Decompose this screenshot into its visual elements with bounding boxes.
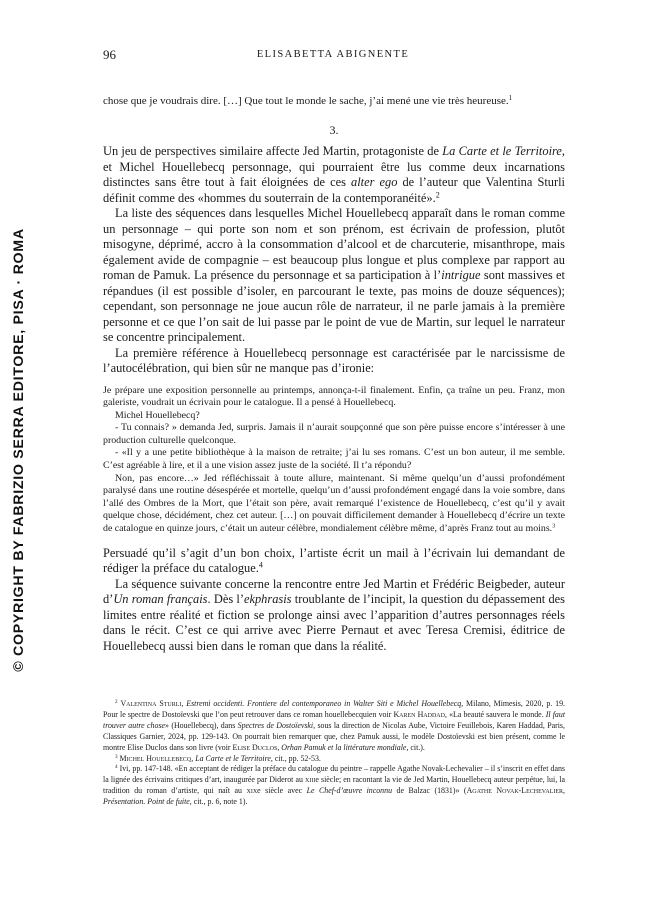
paragraph-5: La séquence suivante concerne la rencontre entre Jed Martin et Frédéric Beigbeder, auteur d’Un roman français. Dès l’ekphrasis troublante de l’incipit, la question du dépassement des limites entre réalité et fiction se prolonge ainsi avec l’apparition d’autres personnages réels dans le récit. C’est ce qui arrive avec Pierre Pernaut et avec Teresa Cremisi, éditrice de Houellebecq aussi bien dans le roman que dans la réalité. (103, 576, 565, 653)
footnote-ref: 3 (552, 522, 556, 530)
paragraph-2: La liste des séquences dans lesquelles Michel Houellebecq apparaît dans le roman comme un personnage – qui porte son nom et son prénom, est écrivain de profession, plutôt misogyne, déprimé, accro à la consommation d’alcool et de charcuterie, misanthrope, mais également avide de compagnie – est beaucoup plus longue et plus complexe par rapport au roman de Pamuk. La présence du personnage et sa participation à l’intrigue sont massives et répandues (il est possible d’isoler, en parcourant le texte, pas moins de douze séquences); cependant, son personnage ne joue aucun rôle de narrateur, il ne parle jamais à la première personne et ce que l’on sait de lui passe par le point de vue de Martin, sur lequel le narrateur se concentre principalement. (103, 206, 565, 344)
footnote-2: $^2$ Valentina Sturli, Estremi occidenti. Frontiere del contemporaneo in Walter Siti e Michel Houellebecq, Milano, Mimesis, 2020, p. 19. Pour le spectre de Dostoïevski que l’on peut retrouver dans ce roman houellebecquien voir Karen Haddad, «La beauté sauvera le monde. Il faut trouver autre chose» (Houellebecq), dans Spectres de Dostoïevski, sous la direction de Nicolas Aube, Victoire Feuillebois, Karen Haddad, Paris, Classiques Garnier, 2024, pp. 129-143. On pourrait bien remarquer que, chez Pamuk aussi, le modèle Dostoïevski est bien présent, comme le montre Elise Duclos dans son livre (voir Elise Duclos, Orhan Pamuk et la littérature mondiale, cit.). (103, 699, 566, 752)
quote-line: Non, pas encore…» Jed réfléchissait à toute allure, maintenant. Si même quelqu’un d’aussi profondément paralysé dans une routine désespérée et mortelle, quelqu’un d’aussi profondément engagé dans la voie sombre, dans l’allé des Ombres de la Mort, que l’était son père, avait remarqué l’existence de Houellebecq, c’est qu’il y avait quelque chose, décidément, chez cet auteur. […] on pouvait difficilement demander à Houellebecq d’écrire un texte de catalogue en quinze jours, c’était un auteur célèbre, mondialement célèbre même, d’après Franz tout au moins.$^3$ (103, 472, 565, 535)
quote-line: Je prépare une exposition personnelle au printemps, annonça-t-il finalement. Enfin, ça traîne un peu. Franz, mon galeriste, voudrait un écrivain pour le catalogue. Il a pensé à Houellebecq. (103, 384, 565, 409)
quote-line: - Tu connais? » demanda Jed, surpris. Jamais il n’aurait soupçonné que son père puisse encore s’intéresser à une production culturelle quelconque. (103, 422, 565, 446)
footnotes (103, 699, 565, 808)
footnote-ref: 2 (435, 190, 440, 200)
opening-line: chose que je voudrais dire. […] Que tout le monde le sache, j’ai mené une vie très heureuse.$^1$ (103, 94, 513, 107)
copyright-text: © COPYRIGHT BY FABRIZIO SERRA EDITORE, PISA · ROMA (11, 228, 27, 672)
footnote-ref: 1 (508, 94, 513, 103)
footnote-4: $^4$ Ivi, pp. 147-148. «En acceptant de rédiger la préface du catalogue du peintre – rappelle Agathe Novak-Lechevalier – il s’inscrit en effet dans la lignée des écrivains critiques d’art, inaugurée par Diderot au xiiie siècle; en racontant la vie de Jed Martin, Houellebecq auteur perpétue, lui, la tradition du roman d’artiste, qui naît au xixe siècle avec Le Chef-d’œuvre inconnu de Balzac (1831)» (Agathe Novak-Lechevalier, Présentation. Point de fuite, cit., p. 6, note 1). (103, 764, 566, 807)
running-head: ELISABETTA ABIGNENTE (256, 49, 410, 60)
paragraph-3: La première référence à Houellebecq personnage est caractérisée par le narcissisme de l’autocélébration, qui bien sûr ne manque pas d’ironie: (103, 345, 565, 375)
footnote-3: $^3$ Michel Houellebecq, La Carte et le Territoire, cit., pp. 52-53. (115, 753, 321, 763)
section-number: 3. (329, 123, 339, 137)
paragraph-4: Persuadé qu’il s’agit d’un bon choix, l’artiste écrit un mail à l’écrivain lui demandant de rédiger la préface du catalogue.$^4$ (103, 545, 565, 576)
main-text (103, 94, 565, 654)
footnote-ref: 4 (258, 560, 263, 570)
block-quote (103, 385, 565, 536)
quote-line: - «Il y a une petite bibliothèque à la maison de retraite; j’ai lu ses romans. C’est un bon auteur, il me semble. C’est agréable à lire, et il a une vision assez juste de la société. Il t’a répondu? (103, 447, 565, 472)
quote-line: Michel Houellebecq? (115, 409, 200, 421)
copyright-notice (8, 210, 30, 690)
page-number: 96 (103, 47, 116, 62)
paragraph-1: Un jeu de perspectives similaire affecte Jed Martin, protagoniste de La Carte et le Territoire, et Michel Houellebecq personnage, qui pourraient être lus comme deux incarnations distinctes sans être tout à fait éloignées de ces alter ego de l’auteur que Valentina Sturli définit comme des «hommes du souterrain de la contemporanéité».$^2$ (103, 144, 565, 205)
